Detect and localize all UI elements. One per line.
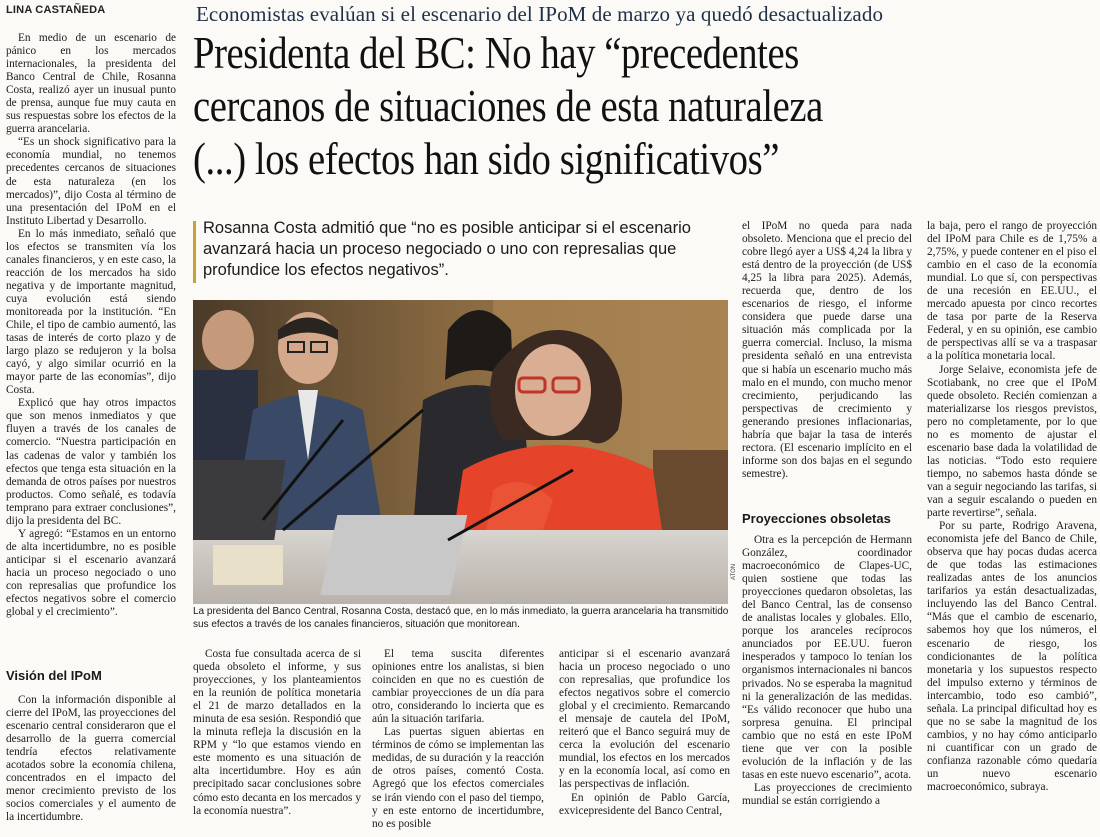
headline <box>193 27 1098 186</box>
paragraph: Costa fue consultada acerca de si queda obsoleto el informe, y sus proyecciones, y los planteamientos en la reunión de política monetaria el 21 de marzo detallados en la minuta de esa sesión. Respondió que la minuta refleja la discusión en la RPM y “lo que estamos viendo en este momento es una situación de alta incertidumbre. Hoy es aún precipitado sacar conclusiones sobre cómo esto decanta en los mercados y la economía nuestra”. <box>193 648 361 817</box>
news-photo <box>193 300 728 604</box>
paragraph: “Es un shock significativo para la economía mundial, no tenemos precedentes cercanos de situaciones de esta naturaleza (en los mercados)”, dijo Costa al término de una presentación del IPoM en el Instituto Libertad y Desarrollo. <box>6 136 176 227</box>
article-column-6 <box>927 220 1097 794</box>
section-title-vision-ipom: Visión del IPoM <box>6 668 102 683</box>
byline: LINA CASTAÑEDA <box>6 4 106 16</box>
article-column-4 <box>559 648 730 818</box>
article-column-2 <box>193 648 361 818</box>
article-column-1 <box>6 32 176 619</box>
paragraph: Las proyecciones de crecimiento mundial se están corrigiendo a <box>742 781 912 807</box>
photo-caption: La presidenta del Banco Central, Rosanna Costa, destacó que, en lo más inmediato, la guerra arancelaria ha transmitido sus efectos a través de los canales financieros, situación que monitorean. <box>193 606 729 630</box>
article-column-5-lower <box>742 534 912 808</box>
section-title-proyecciones-obsoletas: Proyecciones obsoletas <box>742 511 891 526</box>
headline-line-2: cercanos de situaciones de esta naturaleza <box>193 81 823 131</box>
photo-illustration <box>193 300 728 604</box>
paragraph: En medio de un escenario de pánico en los mercados internacionales, la presidenta del Banco Central de Chile, Rosanna Costa, realizó ayer un inusual punto de prensa, aunque fue muy cauta en sus respuestas sobre los efectos de la guerra arancelaria. <box>6 32 176 136</box>
paragraph: En lo más inmediato, señaló que los efectos se transmiten vía los canales financieros, y en este caso, la reacción de los mercados ha sido negativa y de importante magnitud, cuya evolución está siendo monitoreada por la institución. “En Chile, el tipo de cambio aumentó, las tasas de interés de corto plazo y de largo plazo se redujeron y la bolsa cayó, y algo similar ocurrió en la mayor parte de las economías”, dijo Costa. <box>6 227 176 397</box>
kicker: Economistas evalúan si el escenario del IPoM de marzo ya quedó desactualizado <box>196 2 884 26</box>
headline-line-1: Presidenta del BC: No hay “precedentes <box>193 28 799 78</box>
paragraph: Con la información disponible al cierre del IPoM, las proyecciones del escenario central consideraron que el desarrollo de la guerra comercial tendría efectos relativamente acotados sobre la economía chilena, concentrados en el impacto del menor crecimiento previsto de los socios comerciales y el aumento de la incertidumbre. <box>6 694 176 824</box>
deck: Rosanna Costa admitió que “no es posible anticipar si el escenario avanzará hacia un proceso negociado o uno con represalias que profundice los efectos negativos”. <box>203 219 691 279</box>
paragraph: el IPoM no queda para nada obsoleto. Menciona que el precio del cobre llegó ayer a US$ 4,24 la libra y está dentro de la proyección (de US$ 4,25 la libra para 2025). Además, recuerda que, dentro de los escenarios de riesgo, el informe considera que puede darse una situación más complicada por la guerra comercial. Incluso, la misma presidenta señaló en una entrevista que si había un escenario mucho más malo en el mundo, con mucho menor crecimiento, perjudicando las perspectivas de crecimiento y generando presiones inflacionarias, habría que bajar la tasa de interés rectora. (El escenario implícito en el informe son dos bajas en el segundo semestre). <box>742 220 912 480</box>
photo-credit: ATON <box>731 563 737 580</box>
paragraph: El tema suscita diferentes opiniones entre los analistas, si bien coinciden en que no es cuestión de cambiar proyecciones de un día para otro, considerando lo incierta que es aún la situación tarifaria. <box>372 648 544 726</box>
deck-accent-bar <box>193 221 196 283</box>
paragraph: anticipar si el escenario avanzará hacia un proceso negociado o uno con represalias, que profundice los efectos negativos sobre el comercio global y el crecimiento. Remarcando el mensaje de cautela del IPoM, reiteró que el Banco seguirá muy de cerca la evolución del escenario mundial, los efectos en los mercados y en la economía local, así como en las perspectivas de inflación. <box>559 648 730 791</box>
article-column-1-lower <box>6 694 176 824</box>
article-column-5 <box>742 220 912 481</box>
article-column-3 <box>372 648 544 831</box>
paragraph: Y agregó: “Estamos en un entorno de alta incertidumbre, no es posible anticipar si el escenario avanzará hacia un proceso negociado o uno con represalias que profundice los efectos negativos sobre el comercio global y el crecimiento”. <box>6 527 176 619</box>
paragraph: la baja, pero el rango de proyección del IPoM para Chile es de 1,75% a 2,75%, y puede contener en el piso el cambio en el caso de la economía mundial. Lo que sí, con perspectivas de una recesión en EE.UU., el mercado apuesta por cinco recortes de tasa por parte de la Reserva Federal, y en su opinión, ese cambio de perspectivas allí se va a traspasar a la política monetaria local. <box>927 220 1097 363</box>
headline-line-3: (...) los efectos han sido significativos” <box>193 134 779 184</box>
paragraph: Explicó que hay otros impactos que son menos inmediatos y que fluyen a través de los canales de comercio. “Nuestra participación en las cadenas de valor y también los efectos que tenga esta situación en la demanda de otros países por nuestros productos. Como señalé, es todavía temprano para extraer conclusiones”, dijo la presidenta del BC. <box>6 397 176 527</box>
paragraph: En opinión de Pablo García, exvicepresidente del Banco Central, <box>559 791 730 817</box>
paragraph: Jorge Selaive, economista jefe de Scotiabank, no cree que el IPoM quede obsoleto. Recién comienzan a materializarse los riesgos previstos, pero no completamente, por lo que no es momento de ajustar el escenario base dada la volatilidad de las noticias. “Todo esto requiere tiempo, no sabemos hasta dónde se van a seguir negociando las tarifas, si van a seguir escalando o pueden en parte revertirse”, señala. <box>927 363 1097 520</box>
paragraph: Por su parte, Rodrigo Aravena, economista jefe del Banco de Chile, observa que hay pocas dudas acerca de que todas las estimaciones realizadas antes de los anuncios tarifarios ya están desactualizadas, incluyendo las del Banco Central. “Más que el cambio de escenario, sabemos hoy que los números, el escenario de riesgo, los condicionantes de la política monetaria y los supuestos respecto del impulso externo y términos de intercambio, todo eso cambió”, señala. La principal dificultad hoy es que no se sabe la magnitud de los cambios, y no hay cómo anticiparlo ni cuantificar con un grado de confianza razonable cómo quedaría un nuevo escenario macroeconómico, subraya. <box>927 520 1097 794</box>
paragraph: Otra es la percepción de Hermann González, coordinador macroeconómico de Clapes-UC, quien sostiene que todas las proyecciones quedaron obsoletas, las del Banco Central, las de consenso de analistas locales y globales. Ello, porque los aranceles recíprocos anunciados por EE.UU. fueron inesperados y tampoco lo tenían los organismos internacionales ni bancos privados. No se esperaba la magnitud ni la generalización de las medidas. “Es válido reconocer que hubo una sorpresa genuina. El principal cambio que no está en este IPoM tiene que ver con la posible evolución de la inflación y de las tasas en este nuevo escenario”, acota. <box>742 534 912 781</box>
paragraph: Las puertas siguen abiertas en términos de cómo se implementan las medidas, de su duración y la reacción de otros países, comentó Costa. Agregó que los efectos comerciales se irán viendo con el paso del tiempo, y en este entorno de incertidumbre, no es posible <box>372 726 544 830</box>
